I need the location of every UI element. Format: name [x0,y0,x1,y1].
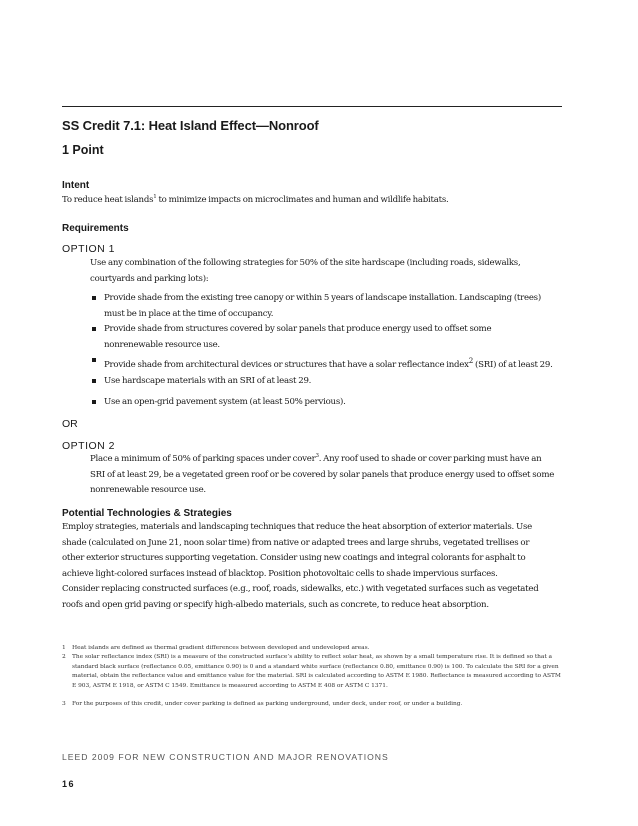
intent-text: To reduce heat islands$^1$ to minimize impacts on microclimates and human and wildlife habitats. [62,194,449,205]
page-title: SS Credit 7.1: Heat Island Effect—Nonroof [62,118,319,133]
option-2-label: OPTION 2 [62,440,116,452]
page-number: 16 [62,779,76,789]
option-1-bullet: Provide shade from structures covered by solar panels that produce energy used to offset some nonrenewable resource use. [104,322,574,353]
or-separator: OR [62,418,78,430]
requirements-heading: Requirements [62,223,129,234]
footnote-ref-1: 1 [153,194,157,201]
strategies-heading: Potential Technologies & Strategies [62,508,232,519]
option-1-label: OPTION 1 [62,243,116,255]
intent-heading: Intent [62,180,90,191]
footnote-2: 2 The solar reflectance index (SRI) is a measure of the constructed surface’s ability to reflect solar heat, as shown by a small temperature rise. It is defined so that a standard black surface (reflectance 0.05, emittance 0.90) is 0 and a standard white surface (reflectance 0.80, emittance 0.90) is 100. To calculate the SRI for a given material, obtain the reflectance value and emittance value for the material. SRI is calculated according to ASTM E 1980. Reflectance is measured according to ASTM E 903, ASTM E 1918, or ASTM C 1549. Emittance is measured according to ASTM E 408 or ASTM C 1371. [62,654,561,689]
option-1-bullet: Provide shade from architectural devices or structures that have a solar reflectance index$^2$ (SRI) of at least 29. [104,353,574,373]
footnote-3: 3 For the purposes of this credit, under cover parking is defined as parking underground, under deck, under roof, or under a building. [62,701,463,707]
strategies-paragraph-2: Consider replacing constructed surfaces (e.g., roof, roads, sidewalks, etc.) with vegetated surfaces such as vegetated roofs and open grid paving or specify high-albedo materials, such as concrete, to reduce heat absorption. [62,584,539,610]
option-1-bullet: Use an open-grid pavement system (at least 50% pervious). [104,395,574,411]
footnote-1: 1 Heat islands are defined as thermal gradient differences between developed and undeveloped areas. [62,645,370,651]
credit-points: 1 Point [62,143,104,157]
option-1-bullet: Provide shade from the existing tree canopy or within 5 years of landscape installation. Landscaping (trees) must be in place at the time of occupancy. [104,291,574,322]
option-2-text: Place a minimum of 50% of parking spaces under cover$^3$. Any roof used to shade or cover parking must have an SRI of at least 29, be a vegetated green roof or be covered by solar panels that produce energy used to offset some nonrenewable resource use. [90,453,555,496]
option-1-text: Use any combination of the following strategies for 50% of the site hardscape (including roads, sidewalks, courtyards and parking lots): [90,258,521,284]
option-1-bullet: Use hardscape materials with an SRI of at least 29. [104,374,574,390]
strategies-paragraph-1: Employ strategies, materials and landscaping techniques that reduce the heat absorption of exterior materials. Use shade (calculated on June 21, noon solar time) from native or adapted trees and large shrubs, vegetated trellises or other exterior structures supporting vegetation. Consider using new coatings and integral colorants for asphalt to achieve light-colored surfaces instead of blacktop. Position photovoltaic cells to shade impervious surfaces. [62,522,532,579]
page-footer: LEED 2009 FOR NEW CONSTRUCTION AND MAJOR RENOVATIONS [62,752,389,762]
top-rule [62,106,562,107]
